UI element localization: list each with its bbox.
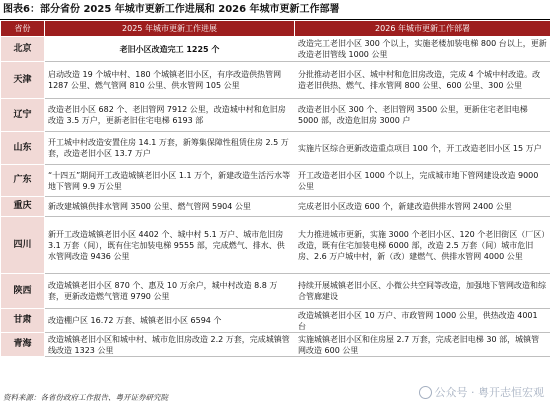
plan-cell: 持续开展城镇老旧小区、小微公共空间等改造，加强地下管网改造和综合管廊建设 — [295, 274, 550, 309]
progress-cell: “十四五”期间开工改造城镇老旧小区 1.1 万个，新建改造生活污水等地下管网 9.9 万公里 — [45, 165, 295, 197]
province-cell: 重庆 — [1, 197, 45, 217]
progress-cell: 新改建城镇供排水管网 3500 公里、燃气管网 5904 公里 — [45, 197, 295, 217]
province-cell: 天津 — [1, 62, 45, 99]
table-row — [1, 62, 550, 99]
table-row — [1, 309, 550, 333]
progress-cell: 改造棚户区 16.72 万套、城镇老旧小区 6594 个 — [45, 309, 295, 333]
table-row — [1, 165, 550, 197]
table-row — [1, 217, 550, 274]
table-row — [1, 333, 550, 357]
progress-cell: 改造老旧小区 682 个、老旧管网 7912 公里，改造城中村和危旧房改造 3.5 万户，更新老旧住宅电梯 6193 部 — [45, 99, 295, 132]
progress-cell: 改造城镇老旧小区 870 个、惠及 10 万余户，城中村改造 8.8 万套，更新改造燃气管道 9790 公里 — [45, 274, 295, 309]
table-row — [1, 274, 550, 309]
plan-cell: 实施城镇老旧小区和住房屋 2.7 万套，完成老旧电梯 30 部，城镇管网改造 600 公里 — [295, 333, 550, 357]
city-renewal-table — [0, 20, 550, 357]
plan-cell: 实施片区综合更新改造重点项目 100 个，开工改造老旧小区 15 万户 — [295, 132, 550, 165]
progress-cell: 老旧小区改造完工 1225 个 — [45, 37, 295, 62]
source-note: 资料来源：各省份政府工作报告、粤开证券研究院 — [3, 393, 168, 402]
header-province: 省份 — [1, 21, 45, 37]
province-cell: 四川 — [1, 217, 45, 274]
province-cell: 北京 — [1, 37, 45, 62]
watermark-text: 公众号 · 粤开志恒宏观 — [434, 386, 544, 399]
province-cell: 陕西 — [1, 274, 45, 309]
plan-cell: 完成老旧小区改造 600 个，新建改造供排水管网 2400 公里 — [295, 197, 550, 217]
table-header-row — [1, 21, 550, 37]
header-progress-2025: 2025 年城市更新工作进展 — [45, 21, 295, 37]
table-row — [1, 99, 550, 132]
wechat-logo-icon — [419, 386, 432, 399]
province-cell: 青海 — [1, 333, 45, 357]
table-row — [1, 197, 550, 217]
table-row — [1, 132, 550, 165]
province-cell: 辽宁 — [1, 99, 45, 132]
progress-cell: 开工城中村改造安置住房 14.1 万套，新筹集保障性租赁住房 2.5 万套，改造老旧小区 13.7 万户 — [45, 132, 295, 165]
watermark — [419, 384, 545, 400]
progress-cell: 启动改造 19 个城中村、180 个城镇老旧小区，有序改造供热管网 1287 公里、燃气管网 810 公里、供水管网 105 公里 — [45, 62, 295, 99]
province-cell: 甘肃 — [1, 309, 45, 333]
plan-cell: 大力推进城市更新，实施 3000 个老旧小区、120 个老旧街区（厂区）改造，既有住宅加装电梯 6000 部，改造 2.5 万套（间）城市危旧房、2.6 万户城中村，新（改）建燃气、供排水管网 4000 公里 — [295, 217, 550, 274]
header-plan-2026: 2026 年城市更新工作部署 — [295, 21, 550, 37]
plan-cell: 改造城镇老旧小区 10 万户、市政管网 1000 公里，供热改造 4001 台 — [295, 309, 550, 333]
province-cell: 广东 — [1, 165, 45, 197]
plan-cell: 改造老旧小区 300 个、老旧管网 3500 公里，更新住宅老旧电梯 5000 部，改造危旧房 3000 户 — [295, 99, 550, 132]
plan-cell: 改造完工老旧小区 300 个以上，实施老楼加装电梯 800 台以上，更新改造老旧管线 1000 公里 — [295, 37, 550, 62]
province-cell: 山东 — [1, 132, 45, 165]
progress-cell: 新开工改造城镇老旧小区 4402 个、城中村 5.1 万户、城市危旧房 3.1 万套（间），既有住宅加装电梯 9555 部，完成燃气、排水、供水管网改造 9436 公里 — [45, 217, 295, 274]
table-row — [1, 37, 550, 62]
progress-cell: 改造城镇老旧小区和城中村、城市危旧房改造 2.2 万套，完成城镇管线改造 1323 公里 — [45, 333, 295, 357]
plan-cell: 分批推动老旧小区、城中村和危旧房改造，完成 4 个城中村改造。改造老旧供热、燃气、排水管网 800 公里、600 公里、300 公里 — [295, 62, 550, 99]
figure-title: 图表6：部分省份 2025 年城市更新工作进展和 2026 年城市更新工作部署 — [3, 4, 340, 15]
plan-cell: 开工改造老旧小区 1000 个以上，完成城市地下管网建设改造 9000 公里 — [295, 165, 550, 197]
